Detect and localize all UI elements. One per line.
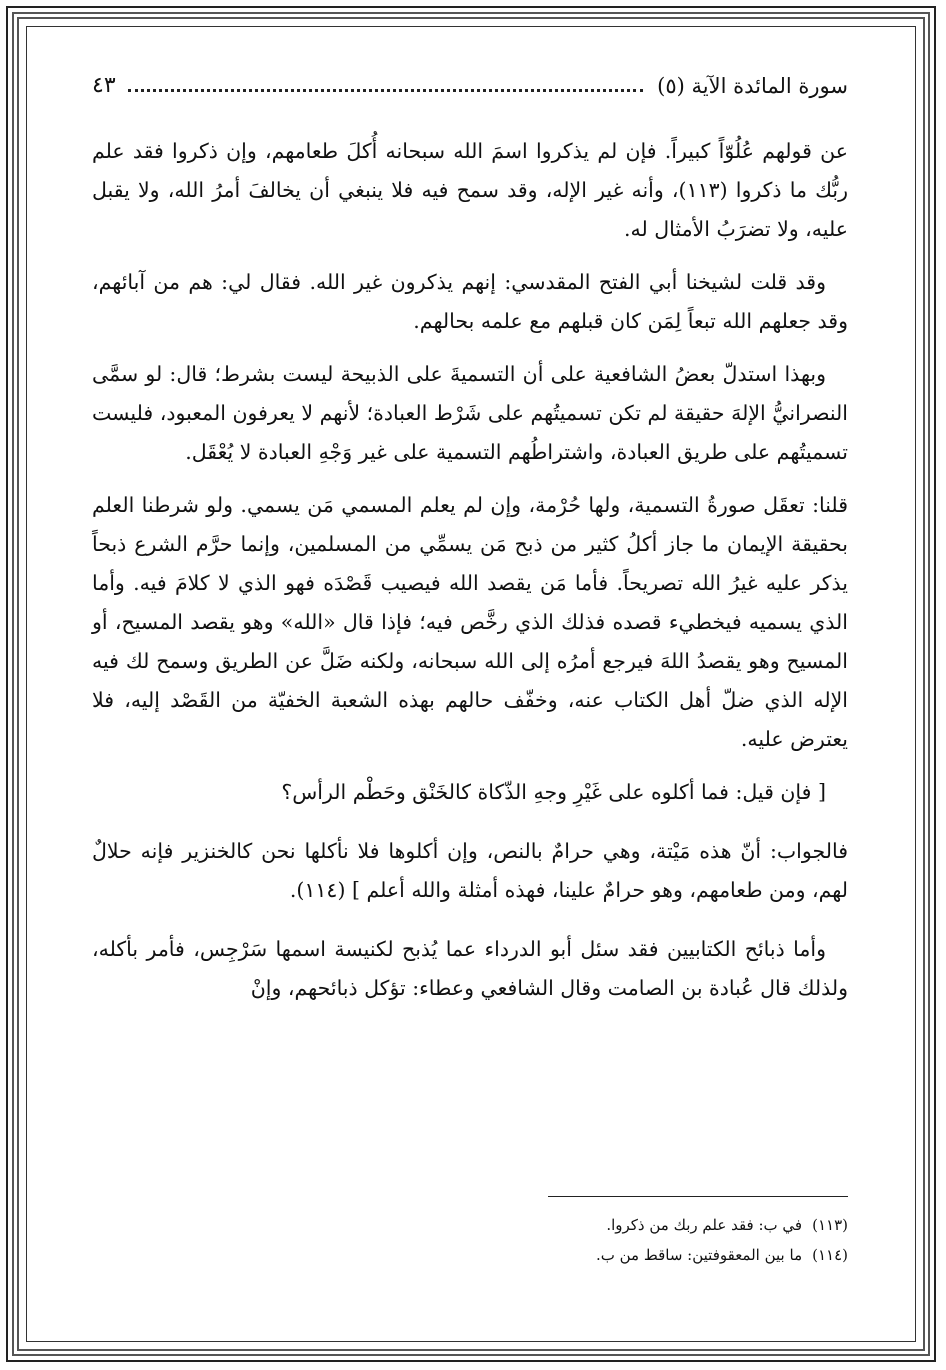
paragraph: وبهذا استدلّ بعضُ الشافعية على أن التسميةَ على الذبيحة ليست بشرط؛ قال: لو سمَّى النصرانيُّ الإلهَ حقيقة لم تكن تسميتُهم على شَرْط العبادة؛ لأنهم لا يعرفون المعبود، فليست تسميتُهم على طريق العبادة، واشتراطُهم التسمية على غير وَجْهِ العبادة لا يُعْقَل. xyxy=(92,362,848,464)
footnote-number: (١١٤) xyxy=(812,1246,848,1264)
page-number: ٤٣ xyxy=(92,73,116,98)
footnote-text: في ب: فقد علم ربك من ذكروا. xyxy=(606,1216,803,1234)
question-paragraph: [ فإن قيل: فما أكلوه على غَيْرِ وجهِ الذّكاة كالخَنْق وحَطْم الرأس؟ xyxy=(281,780,826,804)
running-header xyxy=(92,60,848,112)
header-dotted-leader xyxy=(128,89,644,92)
footnotes xyxy=(92,1210,848,1270)
footnote-number: (١١٣) xyxy=(812,1216,848,1234)
paragraph: عن قولهم عُلُوّاً كبيراً. فإن لم يذكروا اسمَ الله سبحانه أُكلَ طعامهم، وإن ذكروا فقد علم ربُّك ما ذكروا (١١٣)، وأنه غير الإله، وقد سمح فيه فلا ينبغي أن يخالفَ أمرُ الله، ولا يقبل عليه، ولا تضرَبُ الأمثال له. xyxy=(92,139,849,241)
paragraph: قلنا: تعقَل صورةُ التسمية، ولها حُرْمة، وإن لم يعلم المسمي مَن يسمي. ولو شرطنا العلم بحقيقة الإيمان ما جاز أكلُ كثير من ذبح مَن يسمِّي من المسلمين، وإنما حرَّم الشرع ذبحاً يذكر عليه غيرُ الله تصريحاً. فأما مَن يقصد الله فيصيب قَصْدَه فهو الذي لا كلامَ فيه. وأما الذي يسميه فيخطيء قصده فذلك الذي رخَّص فيه؛ فإذا قال «الله» وهو يقصد المسيح، أو المسيح وهو يقصدُ اللهَ فيرجع أمرُه إلى الله سبحانه، ولكنه ضَلَّ عن الطريق وسمح لك فيه الإله الذي ضلّ أهل الكتاب عنه، وخفّف حالهم بهذه الشعبة الخفيّة من القَصْد إليه، فلا يعترض عليه. xyxy=(92,493,848,751)
running-header-title: سورة المائدة الآية (٥) xyxy=(657,74,848,98)
footnote-text: ما بين المعقوفتين: ساقط من ب. xyxy=(595,1246,803,1264)
paragraph: وأما ذبائح الكتابيين فقد سئل أبو الدرداء عما يُذبح لكنيسة اسمها سَرْجِس، فأمر بأكله، ولذلك قال عُبادة بن الصامت وقال الشافعي وعطاء: تؤكل ذبائحهم، وإنْ xyxy=(92,937,848,1000)
footnote-separator xyxy=(548,1196,848,1197)
footnote xyxy=(92,1240,848,1270)
footnote xyxy=(92,1210,848,1240)
answer-paragraph: فالجواب: أنّ هذه مَيْتة، وهي حرامٌ بالنص، وإن أكلوها فلا نأكلها نحن كالخنزير فإنه حلالٌ لهم، ومن طعامهم، وهو حرامٌ علينا، فهذه أمثلة والله أعلم ] (١١٤). xyxy=(92,839,848,902)
paragraph: وقد قلت لشيخنا أبي الفتح المقدسي: إنهم يذكرون غير الله. فقال لي: هم من آبائهم، وقد جعلهم الله تبعاً لِمَن كان قبلهم مع علمه بحالهم. xyxy=(92,270,848,333)
book-page xyxy=(92,60,848,1320)
